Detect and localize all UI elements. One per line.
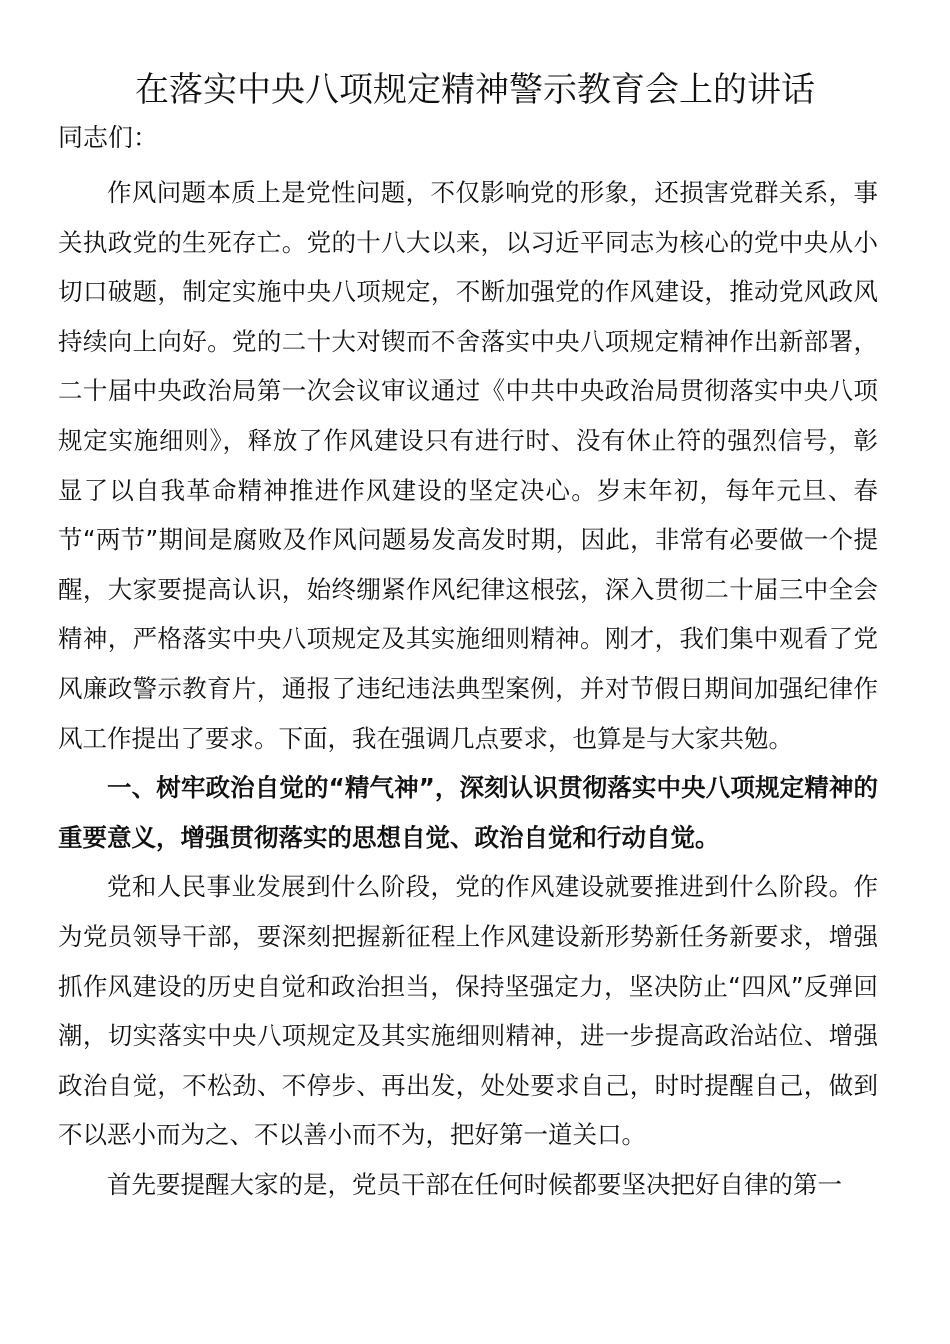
paragraph-section-1: 党和人民事业发展到什么阶段，党的作风建设就要推进到什么阶段。作为党员领导干部，要深刻把握新征程上作风建设新形势新任务新要求，增强抓作风建设的历史自觉和政治担当，保持坚强定力，坚决防止“四风”反弹回潮，切实落实中央八项规定及其实施细则精神，进一步提高政治站位、增强政治自觉，不松劲、不停步、再出发，处处要求自己，时时提醒自己，做到不以恶小而为之、不以善小而不为，把好第一道关口。	[58, 872, 878, 1150]
document-title: 在落实中央八项规定精神警示教育会上的讲话	[135, 70, 815, 110]
document-body	[58, 168, 878, 1209]
paragraph-section-1-continued: 首先要提醒大家的是，党员干部在任何时候都要坚决把好自律的第一	[107, 1169, 842, 1199]
greeting: 同志们：	[58, 123, 159, 152]
section-heading-1: 一、树牢政治自觉的“精气神”，深刻认识贯彻落实中央八项规定精神的重要意义，增强贯彻落实的思想自觉、政治自觉和行动自觉。	[58, 773, 878, 852]
paragraph-intro: 作风问题本质上是党性问题，不仅影响党的形象，还损害党群关系，事关执政党的生死存亡。党的十八大以来，以习近平同志为核心的党中央从小切口破题，制定实施中央八项规定，不断加强党的作风建设，推动党风政风持续向上向好。党的二十大对锲而不舍落实中央八项规定精神作出新部署，二十届中央政治局第一次会议审议通过《中共中央政治局贯彻落实中央八项规定实施细则》，释放了作风建设只有进行时、没有休止符的强烈信号，彰显了以自我革命精神推进作风建设的坚定决心。岁末年初，每年元旦、春节“两节”期间是腐败及作风问题易发高发时期，因此，非常有必要做一个提醒，大家要提高认识，始终绷紧作风纪律这根弦，深入贯彻二十届三中全会精神，严格落实中央八项规定及其实施细则精神。刚才，我们集中观看了党风廉政警示教育片，通报了违纪违法典型案例，并对节假日期间加强纪律作风工作提出了要求。下面，我在强调几点要求，也算是与大家共勉。	[58, 178, 878, 753]
